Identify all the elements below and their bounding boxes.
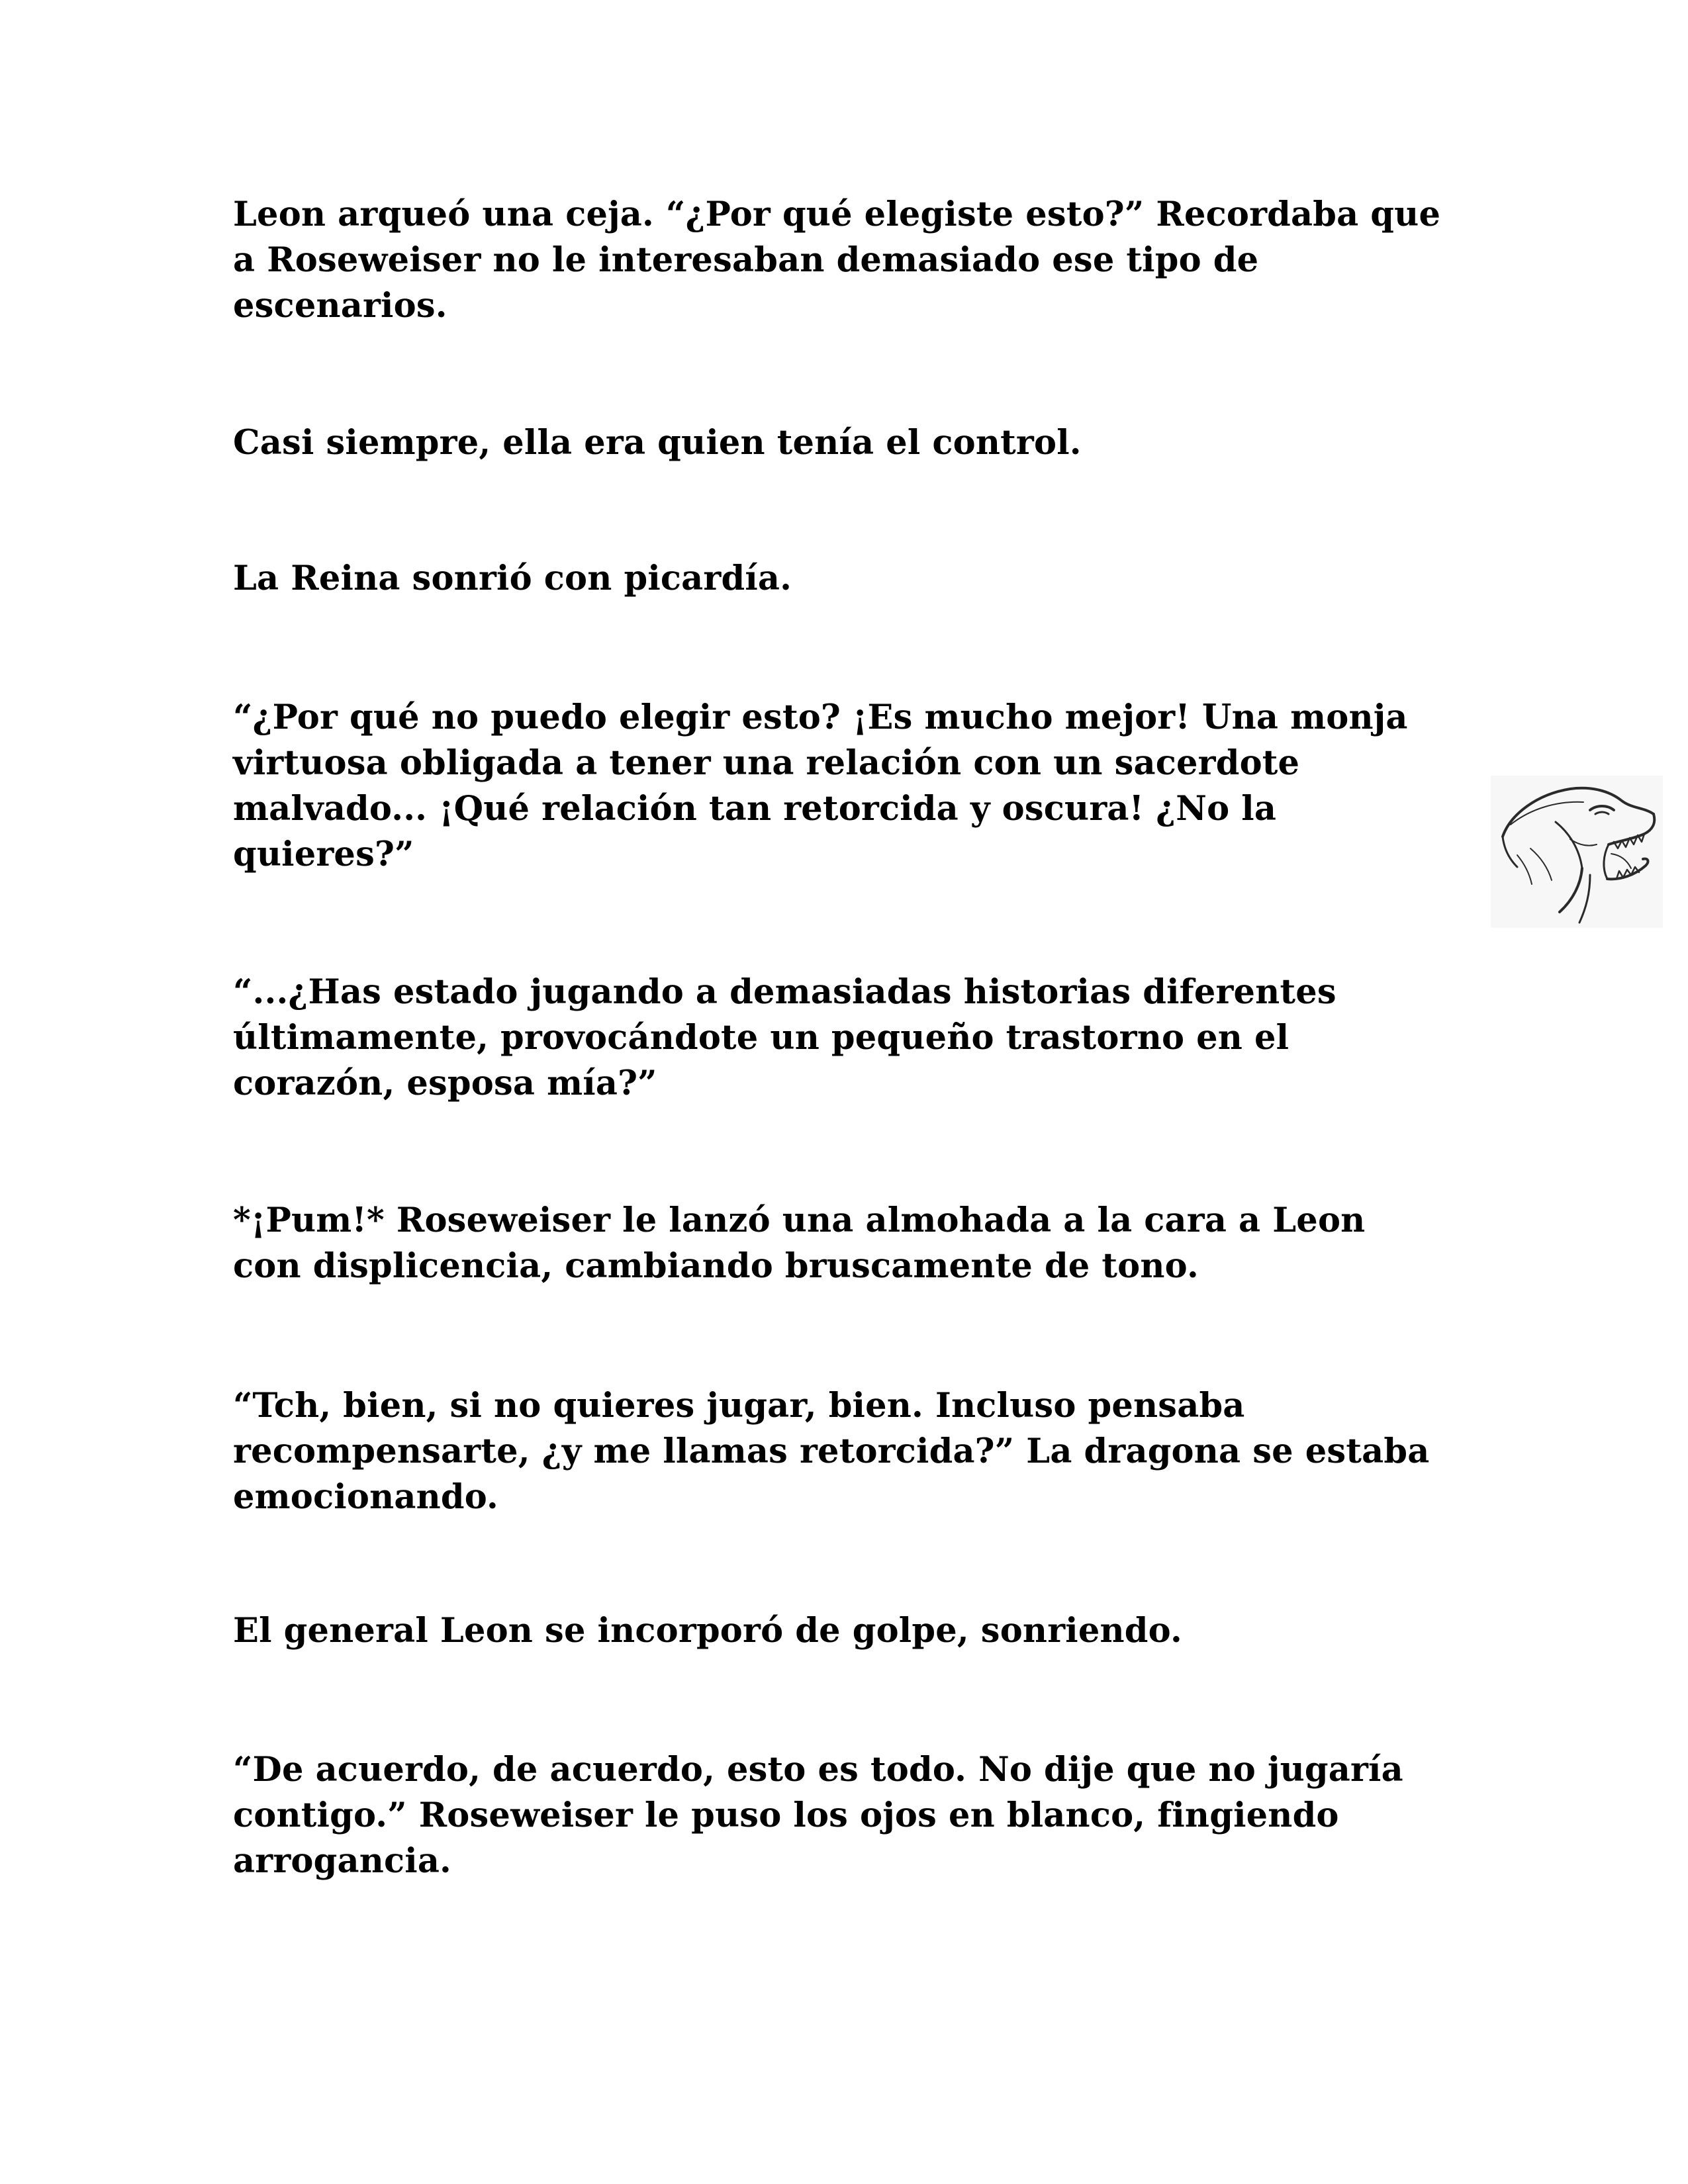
paragraph-line: contigo.” Roseweiser le puso los ojos en blanco, fingiendo bbox=[233, 1796, 1339, 1835]
paragraph-6 bbox=[233, 1198, 1477, 1289]
paragraph-2 bbox=[233, 420, 1477, 466]
paragraph-line: virtuosa obligada a tener una relación con un sacerdote bbox=[233, 743, 1300, 783]
paragraph-line: malvado... ¡Qué relación tan retorcida y oscura! ¿No la bbox=[233, 789, 1277, 829]
paragraph-1 bbox=[233, 192, 1477, 329]
paragraph-8 bbox=[233, 1608, 1477, 1654]
paragraph-9 bbox=[233, 1747, 1477, 1884]
paragraph-line: corazón, esposa mía?” bbox=[233, 1064, 657, 1103]
paragraph-line: *¡Pum!* Roseweiser le lanzó una almohada a la cara a Leon bbox=[233, 1201, 1366, 1240]
paragraph-line: a Roseweiser no le interesaban demasiado ese tipo de bbox=[233, 240, 1259, 280]
paragraph-3 bbox=[233, 556, 1477, 602]
paragraph-5 bbox=[233, 970, 1477, 1107]
paragraph-line: escenarios. bbox=[233, 286, 447, 326]
paragraph-line: emocionando. bbox=[233, 1477, 499, 1517]
paragraph-line: recompensarte, ¿y me llamas retorcida?” La dragona se estaba bbox=[233, 1432, 1430, 1471]
paragraph-line: últimamente, provocándote un pequeño trastorno en el bbox=[233, 1018, 1289, 1058]
paragraph-line: Casi siempre, ella era quien tenía el control. bbox=[233, 423, 1082, 463]
paragraph-line: “Tch, bien, si no quieres jugar, bien. Incluso pensaba bbox=[233, 1386, 1245, 1426]
paragraph-line: “¿Por qué no puedo elegir esto? ¡Es mucho mejor! Una monja bbox=[233, 698, 1408, 737]
paragraph-line: Leon arqueó una ceja. “¿Por qué elegiste esto?” Recordaba que bbox=[233, 195, 1441, 234]
paragraph-line: quieres?” bbox=[233, 835, 414, 874]
dinosaur-head-sketch-icon bbox=[1491, 776, 1663, 928]
paragraph-7 bbox=[233, 1383, 1477, 1520]
paragraph-line: El general Leon se incorporó de golpe, sonriendo. bbox=[233, 1611, 1182, 1651]
paragraph-line: “...¿Has estado jugando a demasiadas historias diferentes bbox=[233, 972, 1336, 1012]
paragraph-4 bbox=[233, 695, 1477, 878]
paragraph-line: “De acuerdo, de acuerdo, esto es todo. No dije que no jugaría bbox=[233, 1750, 1403, 1790]
paragraph-line: La Reina sonrió con picardía. bbox=[233, 559, 792, 598]
paragraph-line: con displicencia, cambiando bruscamente de tono. bbox=[233, 1246, 1199, 1286]
paragraph-line: arrogancia. bbox=[233, 1841, 452, 1881]
